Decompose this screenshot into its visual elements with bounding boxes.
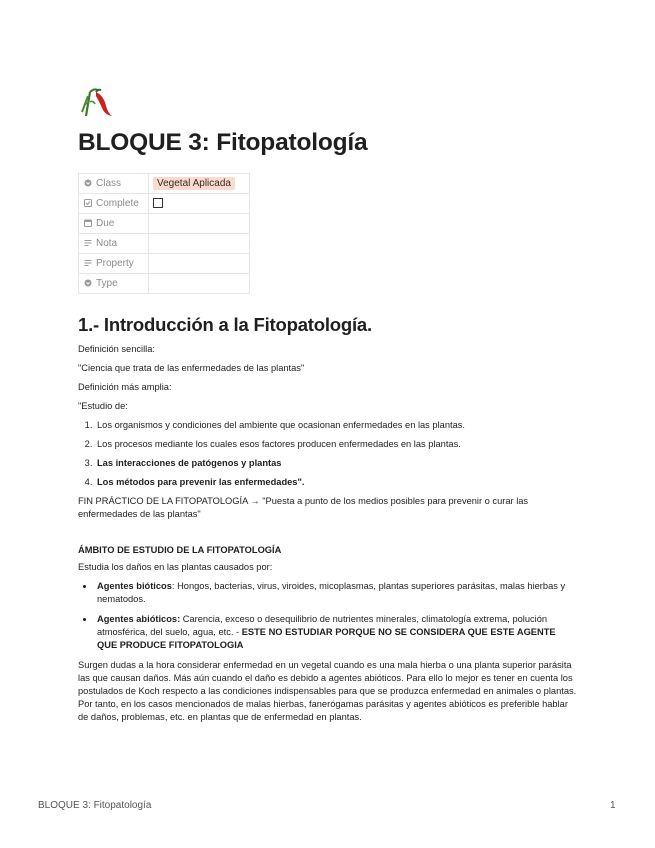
checkbox-icon (84, 198, 96, 209)
section-heading-intro: 1.- Introducción a la Fitopatología. (78, 314, 372, 335)
paragraph: "Ciencia que trata de las enfermedades de las plantas" (78, 363, 305, 373)
calendar-icon (84, 218, 96, 229)
class-tag[interactable]: Vegetal Aplicada (153, 177, 235, 190)
property-value[interactable] (149, 214, 250, 234)
page-title: BLOQUE 3: Fitopatología (78, 129, 368, 156)
property-name (79, 214, 149, 234)
complete-checkbox[interactable] (153, 198, 163, 208)
list-item: • Agentes abióticos: Carencia, exceso o desequilibrio de nutrientes minerales, climatología extrema, polución atmosférica, del suelo, agua, etc. - ESTE NO ESTUDIAR PORQUE NO SE CONSIDERA QUE ESTE AGENTE QUE PRODUCE FITOPATOLOGIA (95, 613, 578, 652)
property-row-property (79, 254, 250, 274)
paragraph: Definición más amplia: (78, 382, 172, 392)
paragraph: Surgen dudas a la hora considerar enfermedad en un vegetal cuando es una mala hierba o una planta superior parásita las que causan daños. Más aún cuando el daño es debido a agentes abióticos. Para ello lo mejor es tener en cuenta los postulados de Koch respecto a las condiciones indispensables para que se produzca enfermedad en animales o plantas. Por tanto, en los casos mencionados de malas hierbas, fanerógamas parásitas y agentes abióticos es preferible hablar de daños, problemas, etc. en plantas que de enfermedad en plantas. (78, 660, 577, 722)
properties-table (78, 173, 250, 294)
property-value[interactable] (149, 234, 250, 254)
property-name (79, 174, 149, 194)
property-row-type (79, 274, 250, 294)
property-label: Property (96, 258, 134, 269)
select-icon (84, 178, 96, 189)
property-value[interactable] (149, 194, 250, 214)
chili-pepper-icon (78, 82, 114, 118)
property-row-nota (79, 234, 250, 254)
property-value[interactable] (149, 274, 250, 294)
numbered-list (78, 419, 578, 489)
page-content (78, 80, 578, 730)
footer-title: BLOQUE 3: Fitopatología (38, 800, 152, 811)
property-name (79, 274, 149, 294)
property-row-class (79, 174, 250, 194)
list-item: 3. Las interacciones de patógenos y plantas (95, 457, 578, 470)
property-name (79, 194, 149, 214)
property-name (79, 254, 149, 274)
list-item: 1. Los organismos y condiciones del ambiente que ocasionan enfermedades en las plantas. (95, 419, 578, 432)
property-label: Class (96, 178, 122, 189)
property-row-complete (79, 194, 250, 214)
list-item: • Agentes bióticos: Hongos, bacterias, virus, viroides, micoplasmas, plantas superiores parásitas, malas hierbas y nematodos. (95, 580, 578, 606)
paragraph: FIN PRÁCTICO DE LA FITOPATOLOGÍA → "Puesta a punto de los medios posibles para prevenir o curar las enfermedades de las plantas" (78, 496, 529, 519)
property-value[interactable] (149, 174, 250, 194)
list-item: 2. Los procesos mediante los cuales esos factores producen enfermedades en las plantas. (95, 438, 578, 451)
paragraph: Estudia los daños en las plantas causados por: (78, 562, 273, 572)
property-value[interactable] (149, 254, 250, 274)
section-heading-ambito: ÁMBITO DE ESTUDIO DE LA FITOPATOLOGÍA (78, 545, 282, 555)
property-row-due (79, 214, 250, 234)
property-label: Nota (96, 238, 118, 249)
page-number: 1 (610, 800, 616, 811)
property-name (79, 234, 149, 254)
paragraph: "Estudio de: (78, 401, 128, 411)
text-icon (84, 238, 96, 249)
list-item: 4. Los métodos para prevenir las enfermedades". (95, 476, 578, 489)
paragraph: Definición sencilla: (78, 344, 155, 354)
property-label: Due (96, 218, 115, 229)
bullet-list (78, 580, 578, 652)
select-icon (84, 278, 96, 289)
property-label: Type (96, 278, 118, 289)
text-icon (84, 258, 96, 269)
property-label: Complete (96, 198, 139, 209)
